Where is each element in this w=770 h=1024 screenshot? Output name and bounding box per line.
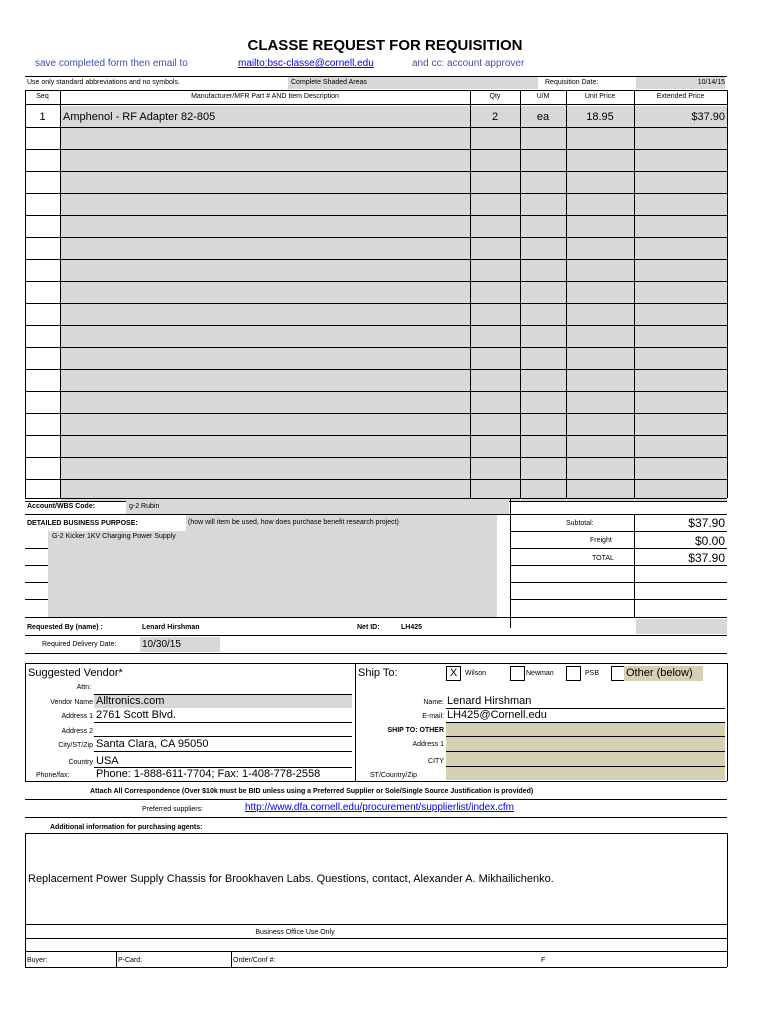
item-cell[interactable] (471, 348, 520, 369)
total-label: TOTAL (592, 555, 614, 562)
purpose-hint: (how will item be used, how does purchase benefit research project) (186, 515, 497, 531)
item-cell[interactable] (521, 326, 566, 347)
item-cell[interactable] (61, 304, 470, 325)
item-cell[interactable] (567, 392, 634, 413)
item-cell (635, 194, 727, 215)
ship-name[interactable]: Lenard Hirshman (447, 695, 532, 707)
order-conf-label: Order/Conf #: (233, 957, 276, 964)
ship-other-section-label: SHIP TO: OTHER (387, 727, 444, 734)
item-cell[interactable] (471, 304, 520, 325)
item-cell[interactable] (567, 304, 634, 325)
item-1-description[interactable]: Amphenol - RF Adapter 82-805 (63, 111, 216, 123)
ship-country-label: ST/Country/Zip (370, 772, 418, 779)
requisition-date[interactable]: 10/14/15 (636, 77, 725, 89)
item-cell[interactable] (521, 304, 566, 325)
item-cell[interactable] (521, 348, 566, 369)
item-cell (635, 392, 727, 413)
item-cell[interactable] (521, 238, 566, 259)
item-cell[interactable] (567, 370, 634, 391)
item-cell[interactable] (567, 260, 634, 281)
item-cell (635, 128, 727, 149)
ship-name-label: Name: (423, 699, 444, 706)
item-cell (635, 172, 727, 193)
item-cell (635, 458, 727, 479)
item-cell[interactable] (567, 128, 634, 149)
item-cell (635, 436, 727, 457)
item-cell[interactable] (61, 150, 470, 171)
item-cell[interactable] (471, 458, 520, 479)
item-cell[interactable] (471, 414, 520, 435)
item-cell[interactable] (61, 326, 470, 347)
ship-psb-checkbox[interactable] (566, 666, 581, 681)
item-cell (635, 326, 727, 347)
ship-psb-label: PSB (585, 670, 600, 677)
item-1-qty[interactable]: 2 (491, 111, 499, 123)
ship-other-label: Other (below) (624, 666, 703, 681)
vendor-city[interactable]: Santa Clara, CA 95050 (96, 738, 209, 750)
ship-email-label: E-mail: (422, 713, 444, 720)
email-cc-note: and cc: account approver (412, 58, 525, 69)
item-cell[interactable] (61, 172, 470, 193)
item-cell[interactable] (471, 128, 520, 149)
preferred-suppliers-label: Preferred suppliers: (142, 806, 204, 813)
item-cell[interactable] (567, 436, 634, 457)
item-cell[interactable] (567, 216, 634, 237)
item-cell[interactable] (567, 414, 634, 435)
item-cell[interactable] (471, 150, 520, 171)
correspondence-note: Attach All Correspondence (Over $10k must be BID unless using a Preferred Supplier or Sole/Single Source Justification is provided) (90, 788, 534, 795)
ship-to-heading: Ship To: (358, 667, 398, 679)
additional-info-label: Additional information for purchasing agents: (50, 824, 203, 831)
item-cell (635, 348, 727, 369)
item-cell[interactable] (521, 150, 566, 171)
item-cell[interactable] (567, 348, 634, 369)
pcard-label: P-Card: (118, 957, 143, 964)
abbreviation-note: Use only standard abbreviations and no symbols. (27, 79, 180, 86)
item-cell[interactable] (61, 260, 470, 281)
item-cell (635, 304, 727, 325)
delivery-date[interactable]: 10/30/15 (140, 637, 220, 652)
item-cell (635, 216, 727, 237)
item-cell[interactable] (471, 194, 520, 215)
vendor-address2-label: Address 2 (61, 728, 93, 735)
item-cell[interactable] (61, 128, 470, 149)
additional-info-text[interactable]: Replacement Power Supply Chassis for Brookhaven Labs. Questions, contact, Alexander A. Mikhailichenko. (28, 873, 554, 885)
item-cell (635, 370, 727, 391)
vendor-country-label: Country (68, 759, 93, 766)
vendor-address1-label: Address 1 (61, 713, 93, 720)
item-cell[interactable] (471, 392, 520, 413)
vendor-phone[interactable]: Phone: 1-888-611-7704; Fax: 1-408-778-2558 (96, 768, 321, 780)
preferred-suppliers-link[interactable]: http://www.dfa.cornell.edu/procurement/supplierlist/index.cfm (245, 802, 515, 813)
item-cell[interactable] (567, 326, 634, 347)
ship-newman-checkbox[interactable] (510, 666, 525, 681)
ship-email[interactable]: LH425@Cornell.edu (447, 709, 547, 721)
ship-wilson-label: Wilson (465, 670, 487, 677)
vendor-phone-label: Phone/fax: (36, 772, 70, 779)
item-cell[interactable] (471, 260, 520, 281)
email-instruction: save completed form then email to (35, 58, 188, 69)
item-cell[interactable] (471, 326, 520, 347)
col-qty-header: Qty (489, 93, 501, 100)
item-1-seq: 1 (39, 111, 46, 123)
item-cell[interactable] (521, 194, 566, 215)
vendor-name-label: Vendor Name (50, 699, 93, 706)
item-cell[interactable] (61, 194, 470, 215)
item-cell[interactable] (61, 392, 470, 413)
item-cell[interactable] (521, 414, 566, 435)
item-cell[interactable] (471, 238, 520, 259)
vendor-attn-label: Attn: (76, 684, 91, 691)
vendor-country[interactable]: USA (96, 755, 119, 767)
ship-address1-label: Address 1 (412, 741, 444, 748)
item-cell[interactable] (567, 282, 634, 303)
vendor-address1[interactable]: 2761 Scott Blvd. (96, 709, 177, 721)
item-cell[interactable] (521, 172, 566, 193)
item-cell[interactable] (61, 414, 470, 435)
item-cell[interactable] (471, 216, 520, 237)
col-seq-header: Seq (36, 93, 49, 100)
item-cell (635, 150, 727, 171)
ship-city-label: CITY (428, 758, 444, 765)
item-cell[interactable] (567, 172, 634, 193)
requisition-date-label: Requisition Date: (545, 79, 599, 86)
item-cell[interactable] (521, 216, 566, 237)
shaded-blank (636, 619, 727, 634)
item-cell[interactable] (61, 238, 470, 259)
freight-label: Freight (590, 537, 612, 544)
email-link[interactable]: mailto:bsc-classe@cornell.edu (238, 58, 374, 69)
vendor-heading: Suggested Vendor* (28, 667, 123, 679)
item-cell[interactable] (61, 436, 470, 457)
item-cell[interactable] (521, 260, 566, 281)
item-1-unit-price[interactable]: 18.95 (586, 111, 614, 123)
ship-wilson-checkbox[interactable]: X (446, 666, 461, 681)
item-cell[interactable] (521, 282, 566, 303)
item-cell[interactable] (567, 458, 634, 479)
vendor-city-label: City/ST/Zip (58, 742, 93, 749)
delivery-date-label: Required Delivery Date: (42, 641, 117, 648)
requested-by-label: Requested By (name) : (27, 624, 103, 631)
item-cell[interactable] (521, 436, 566, 457)
item-1-um[interactable]: ea (536, 111, 550, 123)
item-cell (635, 238, 727, 259)
item-cell[interactable] (471, 282, 520, 303)
item-cell[interactable] (521, 370, 566, 391)
ship-newman-label: Newman (526, 670, 554, 677)
item-cell[interactable] (471, 172, 520, 193)
purpose-text[interactable]: G-2 Kicker 1KV Charging Power Supply (48, 531, 497, 617)
col-unit-price-header: Unit Price (584, 93, 616, 100)
col-description-header: Manufacturer/MFR Part # AND Item Description (191, 93, 339, 100)
account-code[interactable]: g-2 Rubin (126, 499, 509, 514)
item-cell[interactable] (471, 436, 520, 457)
col-extended-header: Extended Price (656, 93, 705, 100)
account-label: Account/WBS Code: (27, 503, 96, 510)
shaded-note: Complete Shaded Areas (291, 79, 367, 86)
col-um-header: U/M (536, 93, 550, 100)
item-cell (635, 282, 727, 303)
item-cell[interactable] (61, 370, 470, 391)
buyer-label: Buyer: (27, 957, 48, 964)
office-f-label: F (541, 957, 546, 964)
requested-by-name[interactable]: Lenard Hirshman (142, 624, 200, 631)
item-cell[interactable] (61, 216, 470, 237)
item-cell[interactable] (61, 348, 470, 369)
item-cell (635, 260, 727, 281)
item-cell[interactable] (471, 370, 520, 391)
item-cell[interactable] (521, 458, 566, 479)
netid-label: Net ID: (357, 624, 380, 631)
vendor-name[interactable]: Alltronics.com (94, 695, 352, 708)
item-cell[interactable] (567, 194, 634, 215)
purpose-label: DETAILED BUSINESS PURPOSE: (27, 520, 138, 527)
item-cell[interactable] (521, 392, 566, 413)
subtotal-value: $37.90 (688, 516, 725, 530)
item-cell[interactable] (61, 282, 470, 303)
item-cell[interactable] (567, 238, 634, 259)
page-title: CLASSE REQUEST FOR REQUISITION (247, 37, 523, 54)
item-cell[interactable] (61, 458, 470, 479)
total-value: $37.90 (688, 551, 725, 565)
item-cell[interactable] (567, 150, 634, 171)
netid-value[interactable]: LH425 (401, 624, 423, 631)
subtotal-label: Subtotal: (566, 520, 594, 527)
freight-value[interactable]: $0.00 (694, 534, 725, 548)
item-cell[interactable] (521, 128, 566, 149)
business-office-label: Business Office Use Only (255, 929, 335, 936)
item-cell (635, 414, 727, 435)
item-1-extended: $37.90 (691, 111, 725, 123)
